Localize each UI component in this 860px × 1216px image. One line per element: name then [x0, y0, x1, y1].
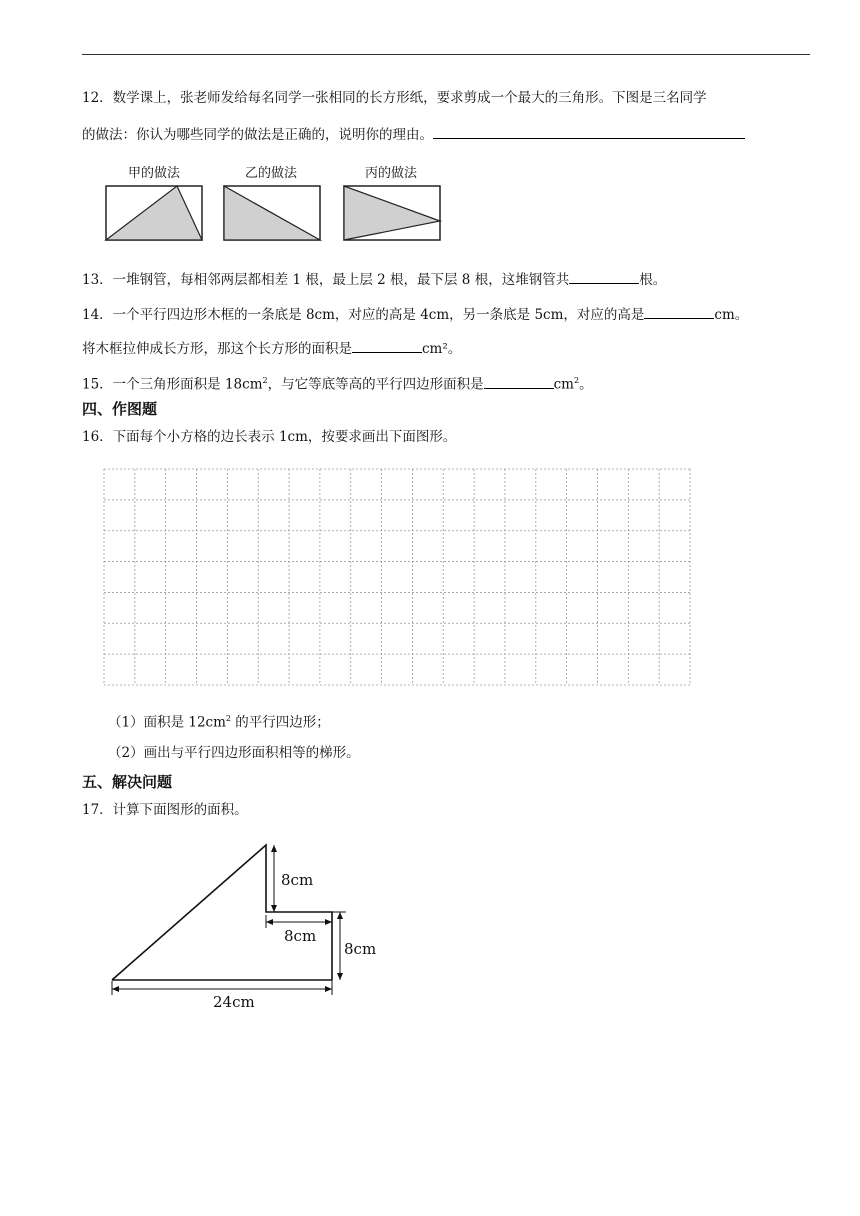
q14-answer-blank-2[interactable]: [352, 338, 422, 353]
drawing-grid[interactable]: [103, 468, 691, 686]
q14-line1: 14．一个平行四边形木框的一条底是 8cm，对应的高是 4cm，另一条底是 5cm，对应的高是 cm。: [82, 304, 748, 325]
label-mid-width: 8cm: [284, 927, 317, 945]
q15-answer-blank[interactable]: [484, 374, 554, 389]
q14-line2: 将木框拉伸成长方形，那这个长方形的面积是 cm²。: [82, 338, 461, 359]
figure-label-jia: 甲的做法: [127, 166, 180, 181]
label-top-height: 8cm: [281, 871, 314, 889]
q16-part1: （1）面积是 $12cm^2$ 的平行四边形；: [108, 714, 330, 731]
q13-answer-blank[interactable]: [569, 269, 639, 284]
q16-stem: 16．下面每个小方格的边长表示 1cm，按要求画出下面图形。: [82, 429, 457, 445]
q15: 15．一个三角形面积是 $18cm^2$，与它等底等高的平行四边形面积是 $cm^2$。: [82, 371, 593, 395]
figure-label-yi: 乙的做法: [244, 166, 297, 181]
label-base: 24cm: [213, 993, 255, 1011]
q17-stem: 17．计算下面图形的面积。: [82, 802, 248, 818]
composite-shape: [112, 845, 332, 980]
figure-label-bing: 丙的做法: [364, 166, 417, 181]
label-right-height: 8cm: [344, 940, 377, 958]
q17-figure: [100, 835, 400, 1020]
figure-bing: [343, 185, 443, 243]
figure-yi: [223, 185, 323, 243]
q14-answer-blank-1[interactable]: [644, 304, 714, 319]
section-heading-5: 五、解决问题: [82, 773, 173, 791]
q12-answer-blank[interactable]: [433, 124, 745, 139]
header-rule: [82, 54, 810, 55]
q12-line1: 12．数学课上，张老师发给每名同学一张相同的长方形纸，要求剪成一个最大的三角形。下图是三名同学: [82, 90, 707, 106]
section-heading-4: 四、作图题: [82, 400, 158, 418]
q12-line2: 的做法：你认为哪些同学的做法是正确的，说明你的理由。: [82, 124, 745, 145]
q13: 13．一堆钢管，每相邻两层都相差 1 根，最上层 2 根，最下层 8 根，这堆钢管共 根。: [82, 269, 666, 290]
figure-jia: [105, 185, 205, 243]
q16-part2: （2）画出与平行四边形面积相等的梯形。: [108, 745, 360, 761]
